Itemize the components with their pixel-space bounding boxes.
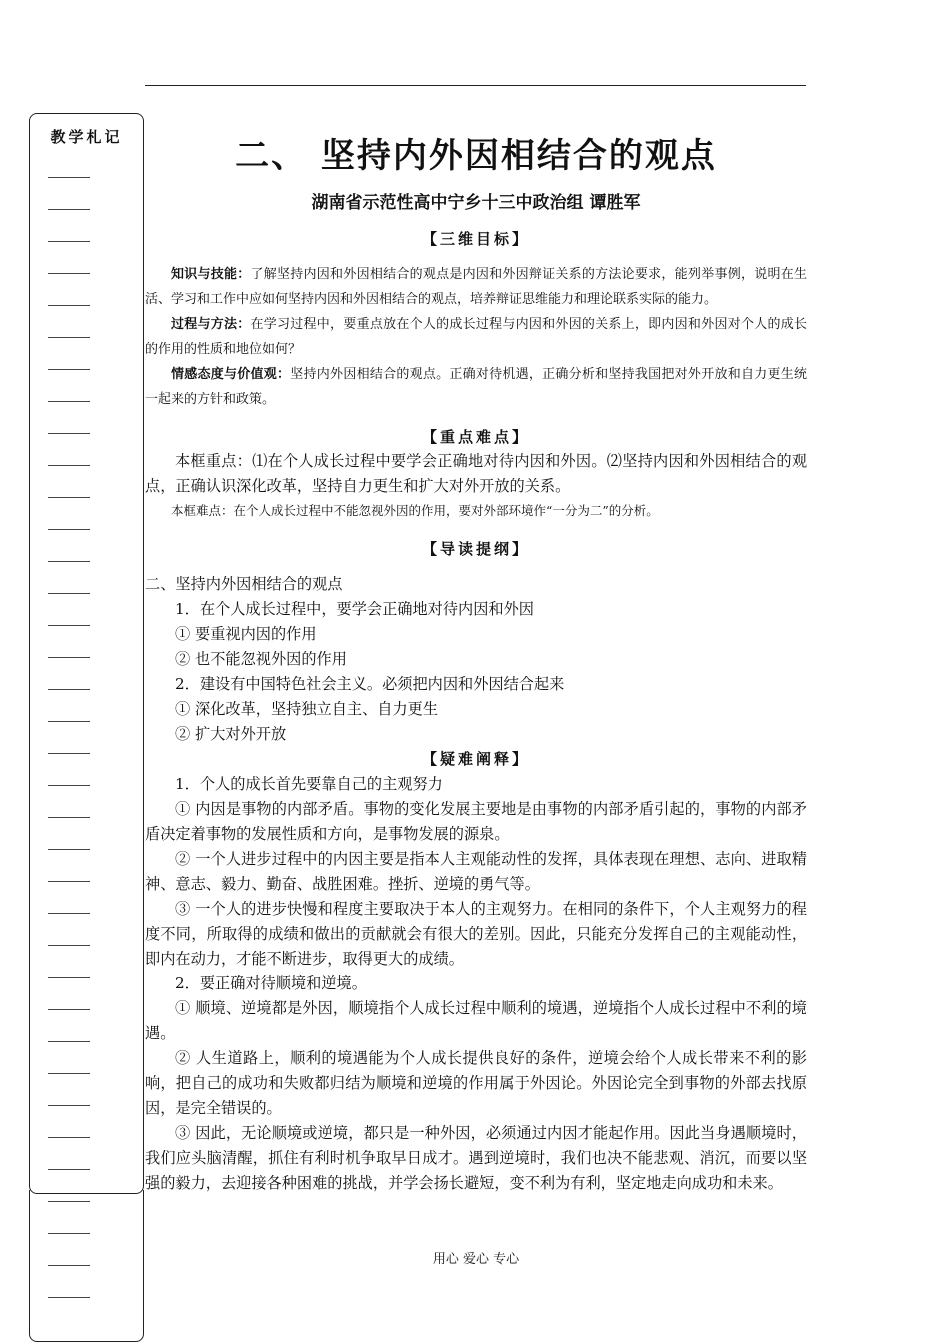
note-rule-line — [48, 337, 90, 338]
note-rule-line — [48, 1137, 90, 1138]
note-rule-line — [48, 785, 90, 786]
page-title: 二、 坚持内外因相结合的观点 — [235, 136, 717, 176]
note-rule-line — [48, 849, 90, 850]
notes-sidebar-lower — [29, 1190, 144, 1342]
note-rule-line — [48, 625, 90, 626]
outline-item: 二、坚持内外因相结合的观点 — [145, 575, 343, 593]
note-rule-line — [48, 1233, 90, 1234]
goal-process-label: 过程与方法： — [171, 317, 251, 332]
note-rule-line — [48, 913, 90, 914]
note-rule-line — [48, 1169, 90, 1170]
outline-item: ① 要重视内因的作用 — [175, 625, 317, 643]
page-footer: 用心 爱心 专心 — [432, 1252, 520, 1267]
note-rule-line — [48, 881, 90, 882]
explain-2-heading: 2．要正确对待顺境和逆境。 — [175, 974, 367, 992]
explain-1-para: ③ 一个人的进步快慢和程度主要取决于本人的主观努力。在相同的条件下，个人主观努力的程度不同，所取得的成绩和做出的贡献就会有很大的差别。因此，只能充分发挥自己的主观能动性，即内在动力，才能不断进步，取得更大的成绩。 — [145, 900, 807, 968]
goal-attitude-label: 情感态度与价值观： — [171, 367, 291, 382]
goals-heading: 【三维目标】 — [421, 230, 530, 248]
note-rule-line — [48, 465, 90, 466]
note-rule-line — [48, 977, 90, 978]
note-rule-line — [48, 1265, 90, 1266]
note-rule-line — [48, 945, 90, 946]
note-rule-line — [48, 817, 90, 818]
sidebar-title: 教学札记 — [50, 128, 123, 146]
key-points-heading: 【重点难点】 — [421, 428, 530, 446]
note-rule-line — [48, 593, 90, 594]
key-points-text: 本框重点：⑴在个人成长过程中要学会正确地对待内因和外因。⑵坚持内因和外因相结合的观点，正确认识深化改革，坚持自力更生和扩大对外开放的关系。 — [145, 452, 807, 495]
outline-item: ② 也不能忽视外因的作用 — [175, 650, 347, 668]
outline-item: ① 深化改革，坚持独立自主、自力更生 — [175, 700, 439, 718]
note-rule-line — [48, 433, 90, 434]
note-rule-line — [48, 497, 90, 498]
note-rule-line — [48, 241, 90, 242]
note-rule-line — [48, 689, 90, 690]
explain-1-heading: 1．个人的成长首先要靠自己的主观努力 — [175, 775, 443, 793]
author-line: 湖南省示范性高中宁乡十三中政治组 谭胜军 — [311, 193, 641, 213]
goal-process-text: 在学习过程中，要重点放在个人的成长过程与内因和外因的关系上，即内因和外因对个人的成长的作用的性质和地位如何？ — [145, 317, 807, 357]
difficult-points-text: 本框难点：在个人成长过程中不能忽视外因的作用，要对外部环境作“一分为二”的分析。 — [171, 503, 659, 518]
note-rule-line — [48, 1009, 90, 1010]
goal-attitude-text: 坚持内外因相结合的观点。正确对待机遇，正确分析和坚持我国把对外开放和自力更生统一起来的方针和政策。 — [145, 367, 807, 407]
goal-process — [145, 312, 807, 362]
explain-2-para: ③ 因此，无论顺境或逆境，都只是一种外因，必须通过内因才能起作用。因此当身遇顺境时，我们应头脑清醒，抓住有利时机争取早日成才。遇到逆境时，我们也决不能悲观、消沉，而要以坚强的毅力，去迎接各种困难的挑战，并学会扬长避短，变不利为有利，坚定地走向成功和未来。 — [145, 1124, 807, 1192]
explain-2-para: ② 人生道路上，顺利的境遇能为个人成长提供良好的条件，逆境会给个人成长带来不利的影响，把自己的成功和失败都归结为顺境和逆境的作用属于外因论。外因论完全到事物的外部去找原因，是完全错误的。 — [145, 1049, 807, 1117]
note-rule-line — [48, 273, 90, 274]
note-rule-line — [48, 369, 90, 370]
outline-item: ② 扩大对外开放 — [175, 725, 287, 743]
note-rule-line — [48, 561, 90, 562]
note-rule-line — [48, 657, 90, 658]
note-rule-line — [48, 1041, 90, 1042]
explain-2-para: ① 顺境、逆境都是外因，顺境指个人成长过程中顺利的境遇，逆境指个人成长过程中不利的境遇。 — [145, 999, 807, 1042]
note-rule-line — [48, 529, 90, 530]
note-rule-line — [48, 401, 90, 402]
outline-item: 1．在个人成长过程中，要学会正确地对待内因和外因 — [175, 600, 534, 618]
goal-attitude — [145, 362, 807, 412]
explain-heading: 【疑难阐释】 — [421, 750, 530, 768]
note-rule-line — [48, 1073, 90, 1074]
explain-1-para: ① 内因是事物的内部矛盾。事物的变化发展主要地是由事物的内部矛盾引起的，事物的内部矛盾决定着事物的发展性质和方向，是事物发展的源泉。 — [145, 800, 807, 843]
explain-1-para: ② 一个人进步过程中的内因主要是指本人主观能动性的发挥，具体表现在理想、志向、进取精神、意志、毅力、勤奋、战胜困难。挫折、逆境的勇气等。 — [145, 850, 807, 893]
note-rule-line — [48, 753, 90, 754]
outline-item: 2．建设有中国特色社会主义。必须把内因和外因结合起来 — [175, 675, 565, 693]
goal-knowledge — [145, 262, 807, 312]
note-rule-line — [48, 721, 90, 722]
notes-sidebar — [29, 113, 144, 1194]
note-rule-line — [48, 1201, 90, 1202]
outline-heading: 【导读提纲】 — [421, 540, 530, 558]
note-rule-line — [48, 1297, 90, 1298]
header-rule — [145, 85, 806, 86]
goal-knowledge-label: 知识与技能： — [171, 267, 251, 282]
goal-knowledge-text: 了解坚持内因和外因相结合的观点是内因和外因辩证关系的方法论要求，能列举事例，说明在生活、学习和工作中应如何坚持内因和外因相结合的观点，培养辩证思维能力和理论联系实际的能力。 — [145, 267, 807, 307]
note-rule-line — [48, 209, 90, 210]
note-rule-line — [48, 305, 90, 306]
note-rule-line — [48, 177, 90, 178]
note-rule-line — [48, 1105, 90, 1106]
